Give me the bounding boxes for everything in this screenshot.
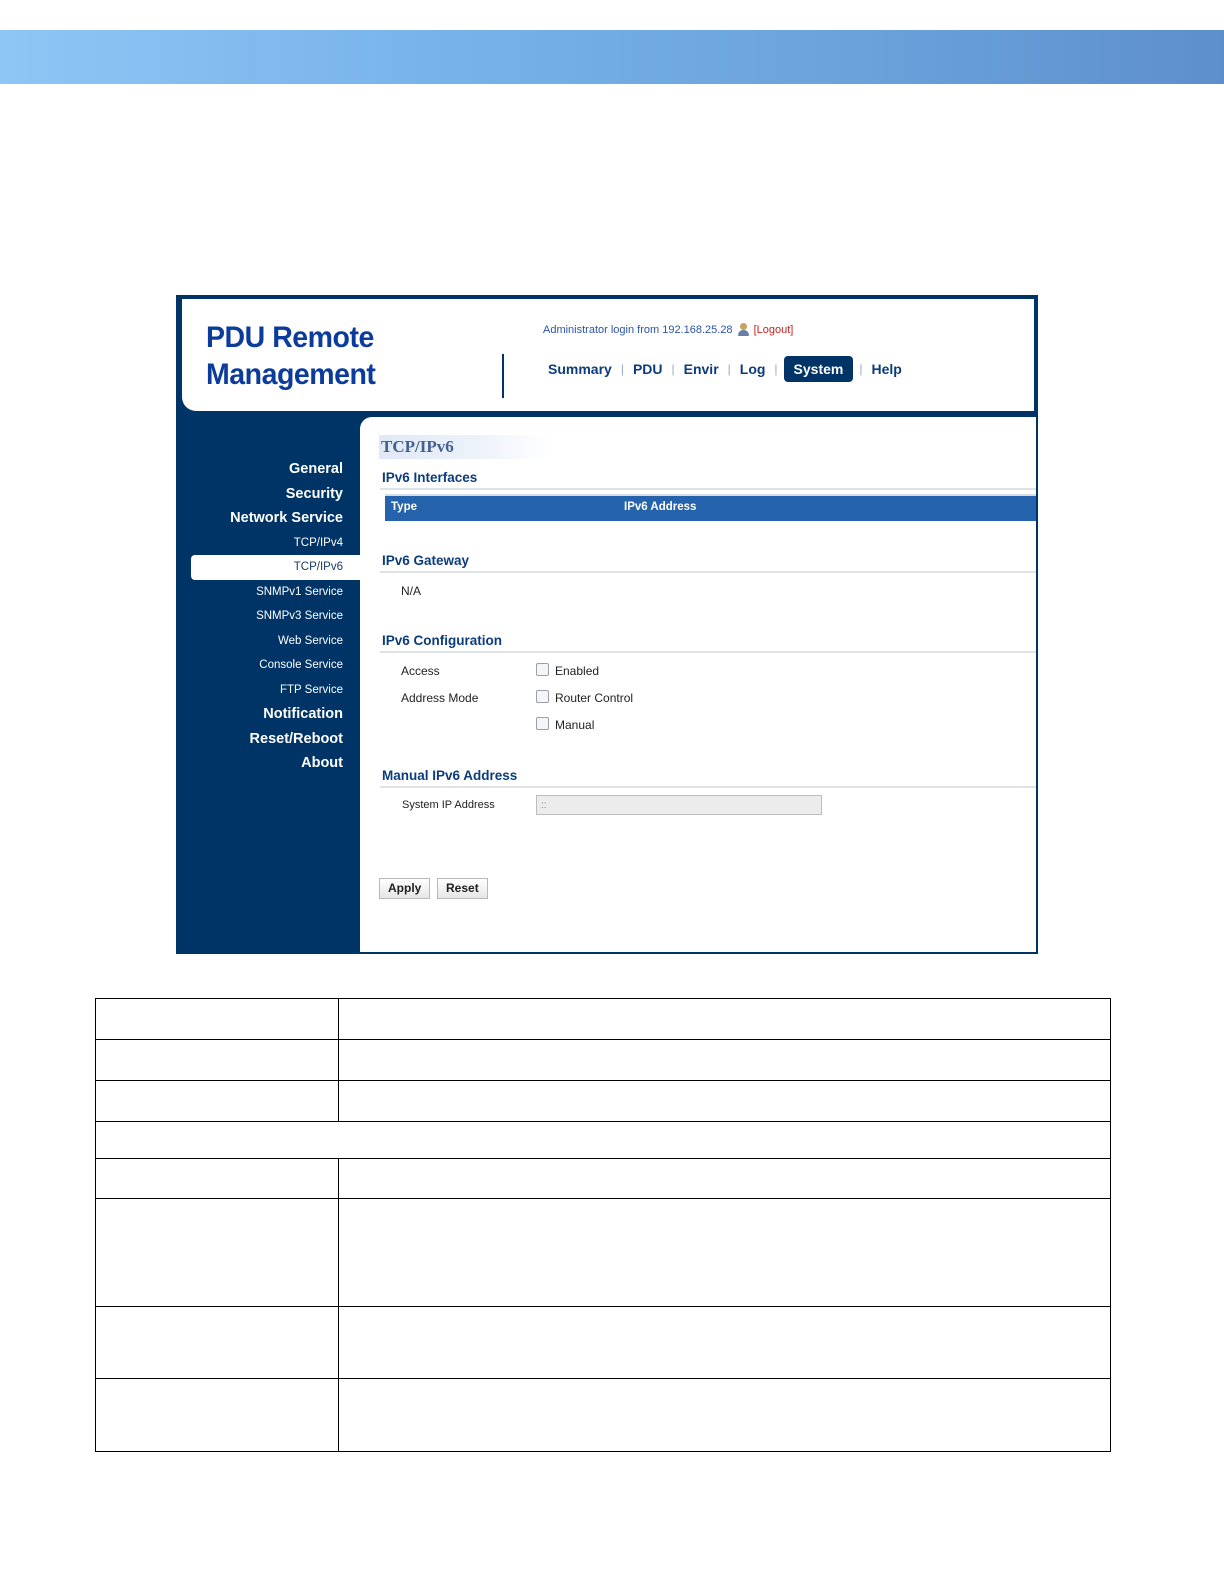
column-header-ipv6-address: IPv6 Address	[624, 501, 697, 513]
gateway-value: N/A	[401, 584, 422, 598]
table-cell	[96, 1379, 339, 1452]
section-divider	[380, 651, 1036, 653]
sidebar-item-web-service[interactable]: Web Service	[278, 634, 343, 647]
page-title: TCP/IPv6	[379, 435, 551, 459]
nav-separator: |	[727, 362, 731, 376]
manual-address-section-title: Manual IPv6 Address	[382, 768, 518, 783]
table-cell	[96, 1159, 339, 1199]
router-control-checkbox[interactable]	[536, 690, 549, 703]
table-cell	[339, 1159, 1111, 1199]
interfaces-section-title: IPv6 Interfaces	[382, 470, 478, 485]
reset-button[interactable]: Reset	[437, 878, 488, 899]
main-content	[360, 417, 1036, 952]
table-row	[96, 1159, 1111, 1199]
table-cell	[339, 1081, 1111, 1122]
table-cell	[96, 1122, 1111, 1159]
nav-help[interactable]: Help	[871, 361, 902, 377]
section-divider	[380, 571, 1036, 573]
sidebar-item-snmpv1[interactable]: SNMPv1 Service	[256, 585, 343, 598]
document-table	[95, 998, 1111, 1452]
table-cell	[96, 1199, 339, 1307]
nav-log[interactable]: Log	[739, 361, 766, 377]
sidebar-item-notification[interactable]: Notification	[263, 706, 343, 722]
table-row	[96, 1122, 1111, 1159]
app-header	[182, 299, 1034, 411]
column-header-type: Type	[391, 501, 417, 513]
logo-line-1: PDU Remote	[206, 321, 374, 354]
header-divider	[502, 354, 504, 398]
table-cell	[339, 1040, 1111, 1081]
table-cell	[339, 999, 1111, 1040]
top-banner	[0, 30, 1224, 84]
logout-link[interactable]: [Logout]	[753, 323, 794, 336]
sidebar-item-console-service[interactable]: Console Service	[259, 659, 343, 671]
sidebar-item-snmpv3[interactable]: SNMPv3 Service	[256, 610, 343, 622]
section-divider	[380, 786, 1036, 788]
system-ip-input[interactable]	[536, 795, 822, 815]
nav-envir[interactable]: Envir	[683, 361, 719, 377]
login-text: Administrator login from 192.168.25.28	[543, 323, 733, 336]
app-logo	[206, 319, 375, 393]
table-cell	[96, 1081, 339, 1122]
access-label: Access	[401, 664, 440, 678]
table-cell	[339, 1199, 1111, 1307]
table-cell	[96, 999, 339, 1040]
nav-separator: |	[620, 362, 624, 376]
sidebar	[178, 457, 360, 776]
sidebar-item-about[interactable]: About	[301, 755, 343, 771]
nav-separator: |	[859, 362, 863, 376]
sidebar-item-reset-reboot[interactable]: Reset/Reboot	[249, 730, 343, 747]
table-cell	[96, 1307, 339, 1379]
access-enabled-checkbox[interactable]	[536, 663, 549, 676]
interfaces-table-header	[385, 494, 1036, 521]
table-row	[96, 1307, 1111, 1379]
sidebar-item-tcp-ipv4[interactable]: TCP/IPv4	[293, 536, 343, 549]
user-icon	[737, 323, 750, 336]
manual-checkbox[interactable]	[536, 717, 549, 730]
table-row	[96, 1199, 1111, 1307]
table-row	[96, 999, 1111, 1040]
table-row	[96, 1379, 1111, 1452]
sidebar-item-network-service[interactable]: Network Service	[230, 510, 343, 526]
sidebar-item-ftp-service[interactable]: FTP Service	[279, 683, 343, 696]
sidebar-item-tcp-ipv6[interactable]: TCP/IPv6	[191, 555, 360, 580]
sidebar-item-general[interactable]: General	[289, 461, 343, 477]
table-cell	[339, 1379, 1111, 1452]
table-row	[96, 1040, 1111, 1081]
section-divider	[380, 488, 1036, 490]
nav-separator: |	[774, 362, 778, 376]
gateway-section-title: IPv6 Gateway	[382, 553, 470, 568]
address-mode-label: Address Mode	[401, 691, 479, 705]
nav-summary[interactable]: Summary	[548, 361, 612, 377]
logo-line-2: Management	[206, 358, 376, 391]
access-enabled-label: Enabled	[555, 664, 600, 678]
router-control-label: Router Control	[555, 691, 634, 705]
table-cell	[339, 1307, 1111, 1379]
app-window	[176, 295, 1038, 954]
nav-system[interactable]: System	[784, 356, 854, 382]
top-nav	[543, 356, 907, 382]
nav-pdu[interactable]: PDU	[632, 361, 663, 377]
login-info	[543, 323, 793, 336]
sidebar-item-security[interactable]: Security	[285, 485, 343, 502]
table-row	[96, 1081, 1111, 1122]
table-cell	[96, 1040, 339, 1081]
nav-separator: |	[671, 362, 675, 376]
manual-label: Manual	[555, 718, 595, 732]
configuration-section-title: IPv6 Configuration	[382, 633, 503, 648]
system-ip-label: System IP Address	[402, 799, 495, 811]
apply-button[interactable]: Apply	[379, 878, 430, 899]
